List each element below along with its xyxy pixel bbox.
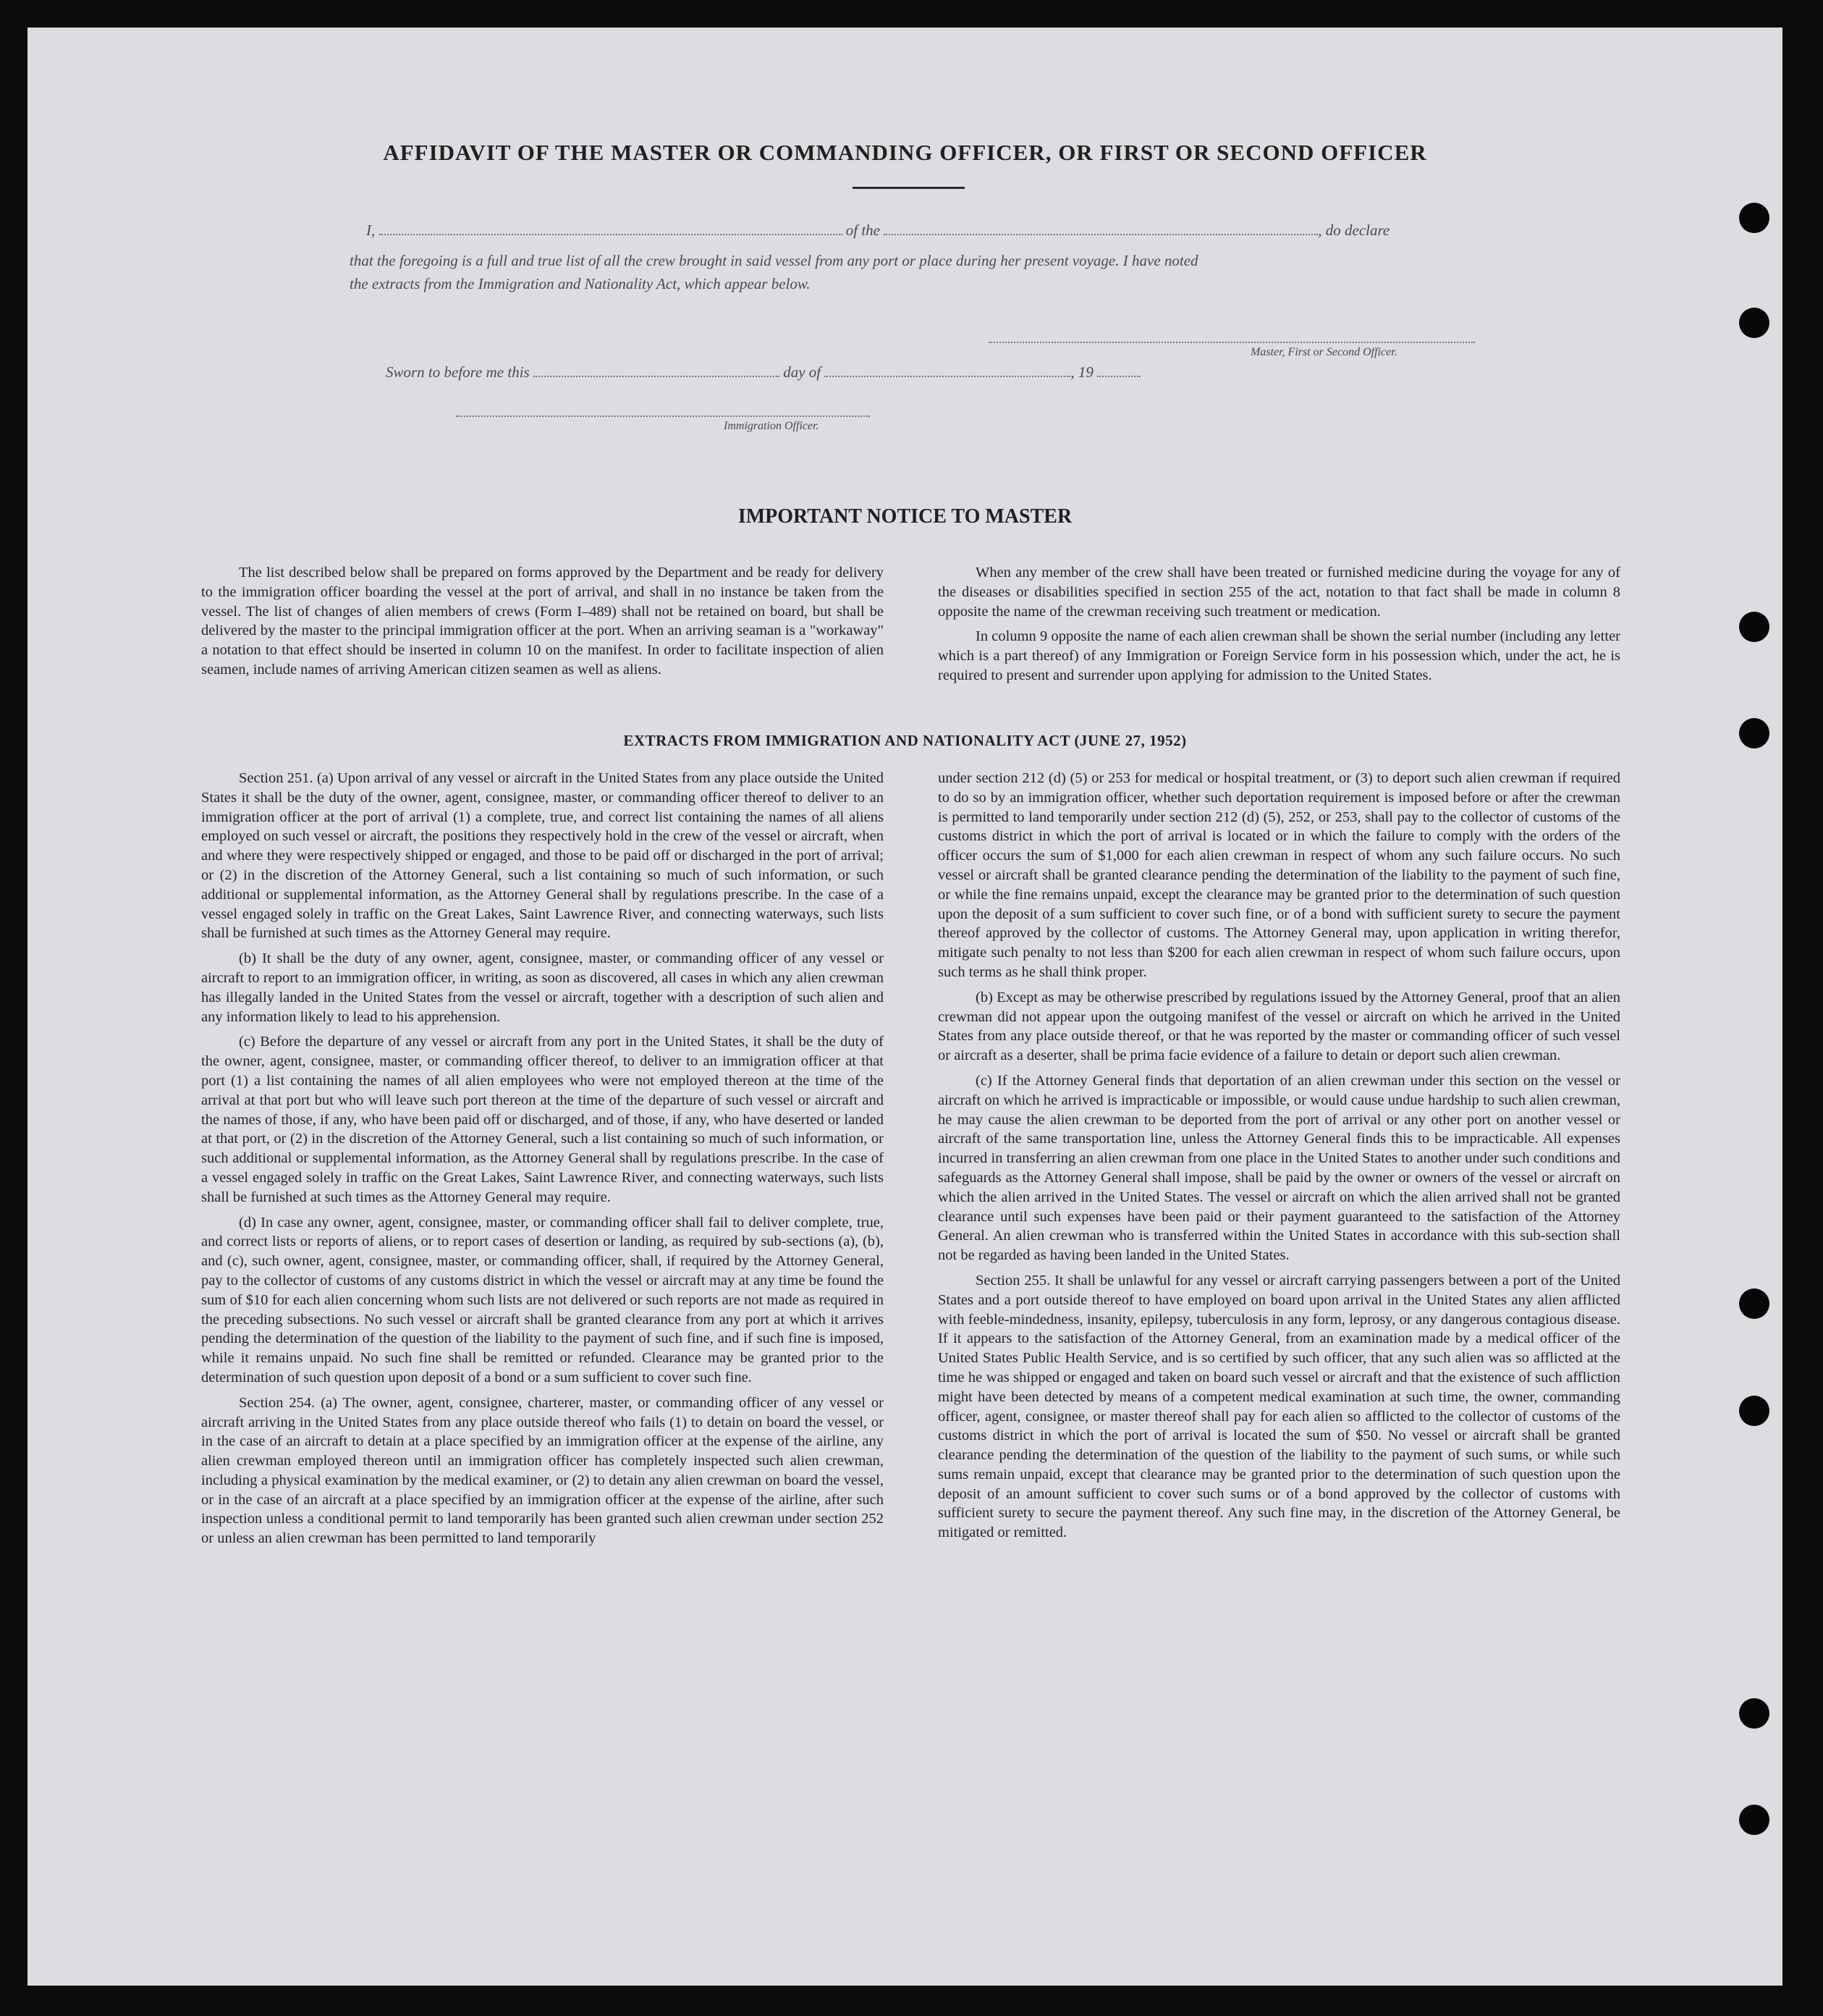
extract-paragraph: Section 254. (a) The owner, agent, consignee, charterer, master, or commanding officer of any vessel or aircraft arriving in the United States from any place outside thereof who fails (1) to detain on board the vessel, or in the case of an aircraft to detain at a place specified by an immigration officer at the expense of the airline, any alien crewman employed thereon until an immigration officer has completely inspected such alien crewman, including a physical examination by the medical examiner, or (2) to detain any alien crewman on board the vessel, or in the case of an aircraft at a place specified by an immigration officer at the expense of the airline, after such inspection unless a conditional permit to land temporarily has been granted such alien crewman under section 252 or unless an alien crewman has been permitted to land temporarily xyxy=(201,1394,884,1547)
declaration-line xyxy=(366,222,1390,240)
master-signature-line[interactable] xyxy=(989,342,1475,343)
affidavit-title: AFFIDAVIT OF THE MASTER OR COMMANDING OFFICER, OR FIRST OR SECOND OFFICER xyxy=(383,140,1427,165)
notice-paragraph: The list described below shall be prepared on forms approved by the Department and be ready for delivery to the immigration officer boarding the vessel at the port of arrival, and shall in no instance be taken from the vessel. The list of changes of alien members of crews (Form I–489) shall not be retained on board, but shall be delivered by the master to the principal immigration officer at the port. When an arriving seaman is a "workaway" a notation to that effect should be inserted in column 10 on the manifest. In order to facilitate inspection of alien seamen, include names of arriving American citizen seamen as well as aliens. xyxy=(201,565,884,678)
sworn-day-field[interactable] xyxy=(533,366,779,377)
year-label: , 19 xyxy=(1070,363,1094,381)
notice-paragraph: When any member of the crew shall have been treated or furnished medicine during the voyage for any of the diseases or disabilities specified in section 255 of the act, notation to that fact shall be made in column 8 opposite the name of the crewman receiving such treatment or medication. xyxy=(938,565,1620,620)
vessel-field[interactable] xyxy=(884,224,1318,235)
extract-paragraph: (c) If the Attorney General finds that deportation of an alien crewman under this section on the vessel or aircraft on which he arrived is impracticable or impossible, or would cause undue hardship to such alien crewman, he may cause the alien crewman to be deported from the port of arrival or any other port on another vessel or aircraft of the same transportation line, unless the Attorney General finds this to be impracticable. All expenses incurred in transferring an alien crewman from one place in the United States to another under such conditions and safeguards as the Attorney General shall impose, shall be paid by the owner or owners of the vessel or aircraft on which the alien arrived in the United States. The vessel or aircraft on which the alien arrived shall not be granted clearance until such expenses have been paid or their payment guaranteed to the satisfaction of the Attorney General. An alien crewman who is transferred within the United States in accordance with this sub-section shall not be regarded as having been landed in the United States. xyxy=(938,1072,1620,1264)
statement-line-1: that the foregoing is a full and true list of all the crew brought in said vessel from any port or place during her present voyage. I have noted xyxy=(350,252,1198,269)
extract-paragraph: under section 212 (d) (5) or 253 for medical or hospital treatment, or (3) to deport such alien crewman if required to do so by an immigration officer, whether such deportation requirement is imposed before or after the crewman is permitted to land temporarily under section 212 (d) (5), 252, or 253, shall pay to the collector of customs of the customs district in which the port of arrival is located or in which the failure to comply with the orders of the officer occurs the sum of $1,000 for each alien crewman in respect of whom any such failure occurs. No such vessel or aircraft shall be granted clearance pending the determination of the liability to the payment of such fine, or while the fine remains unpaid, except the clearance may be granted prior to the determination of such question upon the deposit of a sum sufficient to cover such fine, or of a bond with sufficient surety to secure the payment thereof approved by the collector of customs. The Attorney General may, upon application in writing therefor, mitigate such penalty to not less than $200 for each alien crewman in respect of whom such failure occurs, upon such terms as he shall think proper. xyxy=(938,770,1620,980)
notice-paragraph: In column 9 opposite the name of each alien crewman shall be shown the serial number (including any letter which is a part thereof) of any Immigration or Foreign Service form in his possession which, under the act, he is required to present and surrender upon applying for admission to the United States. xyxy=(938,628,1620,683)
extract-paragraph: Section 255. It shall be unlawful for any vessel or aircraft carrying passengers between a port of the United States and a port outside thereof to have employed on board upon arrival in the United States any alien afflicted with feeble-mindedness, insanity, epilepsy, tuberculosis in any form, leprosy, or any dangerous contagious disease. If it appears to the satisfaction of the Attorney General, from an examination made by a medical officer of the United States Public Health Service, and is so certified by such officer, that any such alien was so afflicted at the time he was shipped or engaged and taken on board such vessel or aircraft and that the existence of such affliction might have been detected by means of a competent medical examination at such time, the owner, commanding officer, agent, consignee, or master thereof shall pay for each alien so afflicted to the collector of customs of the customs district in which the port of arrival is located the sum of $50. No vessel or aircraft shall be granted clearance pending the determination of the question of the liability to the payment of such sums, or while such sums remain unpaid, except that clearance may be granted prior to the determination of such question upon the deposit of an amount sufficient to cover such sums or of a bond approved by the collector of customs with sufficient surety to secure the payment thereof. Any such fine may, in the discretion of the Attorney General, be mitigated or remitted. xyxy=(938,1272,1620,1541)
punch-hole xyxy=(1739,308,1769,338)
extracts-right-column xyxy=(938,769,1620,1548)
title-divider xyxy=(853,187,965,189)
notice-left-column xyxy=(201,563,884,686)
sworn-year-field[interactable] xyxy=(1097,366,1141,377)
statement-line-2: the extracts from the Immigration and Nationality Act, which appear below. xyxy=(350,275,811,292)
master-caption: Master, First or Second Officer. xyxy=(1251,346,1397,358)
punch-hole xyxy=(1739,203,1769,233)
i-label: I, xyxy=(366,222,376,239)
punch-hole xyxy=(1739,1396,1769,1426)
punch-hole xyxy=(1739,1289,1769,1319)
extract-paragraph: (c) Before the departure of any vessel or aircraft from any port in the United States, it shall be the duty of the owner, agent, consignee, master, or commanding officer thereof, to deliver to an immigration officer at that port (1) a list containing the names of all alien employees who were not employed thereon at the time of the arrival at that port but who will leave such port thereon at the time of the departure of such vessel or aircraft and the names of those, if any, who have been paid off or discharged, and of those, if any, who have deserted or landed at that port, or (2) in the discretion of the Attorney General, such a list containing so much of such information, or such additional or supplemental information, as the Attorney General shall by regulations prescribe. In the case of a vessel engaged solely in traffic on the Great Lakes, Saint Lawrence River, and connecting waterways, such lists shall be furnished at such times as the Attorney General may require. xyxy=(201,1034,884,1205)
extract-paragraph: (d) In case any owner, agent, consignee, master, or commanding officer shall fail to deliver complete, true, and correct lists or reports of aliens, or to report cases of desertion or landing, as required by sub-sections (a), (b), and (c), such owner, agent, consignee, master, or commanding officer, shall, if required by the Attorney General, pay to the collector of customs of any customs district in which the vessel or aircraft may at any time be found the sum of $10 for each alien concerning whom such lists are not delivered or such reports are not made as required in the preceding subsections. No such vessel or aircraft shall be granted clearance from any port at which it arrives pending the determination of the question of the liability to the payment of such fine, and if such fine is imposed, while it remains unpaid. No such fine shall be remitted or refunded. Clearance may be granted prior to the determination of such question upon deposit of a bond or a sum sufficient to cover such fine. xyxy=(201,1214,884,1386)
name-field[interactable] xyxy=(379,224,842,235)
punch-hole xyxy=(1739,1698,1769,1729)
notice-title: IMPORTANT NOTICE TO MASTER xyxy=(737,505,1073,528)
punch-hole xyxy=(1739,612,1769,642)
officer-signature-line[interactable] xyxy=(456,416,870,417)
extracts-title: EXTRACTS FROM IMMIGRATION AND NATIONALITY ACT (JUNE 27, 1952) xyxy=(623,732,1187,749)
of-the-label: of the xyxy=(845,222,880,239)
punch-hole xyxy=(1739,1805,1769,1835)
declare-label: , do declare xyxy=(1318,222,1390,239)
sworn-label: Sworn to before me this xyxy=(386,363,530,381)
sworn-line xyxy=(386,363,1141,381)
extracts-left-column xyxy=(201,769,884,1554)
day-of-label: day of xyxy=(783,363,821,381)
extract-paragraph: (b) It shall be the duty of any owner, agent, consignee, master, or commanding officer of any vessel or aircraft to report to an immigration officer, in writing, as soon as discovered, all cases in which any alien crewman has illegally landed in the United States from the vessel or aircraft, together with a description of such alien and any information likely to lead to his apprehension. xyxy=(201,950,884,1025)
extract-paragraph: Section 251. (a) Upon arrival of any vessel or aircraft in the United States from any place outside the United States it shall be the duty of the owner, agent, consignee, master, or commanding officer thereof to deliver to an immigration officer at the port of arrival (1) a complete, true, and correct list containing the names of all aliens employed on such vessel or aircraft, the positions they respectively hold in the crew of the vessel or aircraft, when and where they were respectively shipped or engaged, and those to be paid off or discharged in the port of arrival; or (2) in the discretion of the Attorney General, such a list containing so much of such information, or such additional or supplemental information, as the Attorney General shall by regulations prescribe. In the case of a vessel engaged solely in traffic on the Great Lakes, Saint Lawrence River, and connecting waterways, such lists shall be furnished at such times as the Attorney General may require. xyxy=(201,770,884,942)
officer-caption: Immigration Officer. xyxy=(724,420,819,432)
sworn-month-field[interactable] xyxy=(824,366,1070,377)
notice-right-column xyxy=(938,563,1620,691)
document-page xyxy=(28,28,1782,1986)
extract-paragraph: (b) Except as may be otherwise prescribed by regulations issued by the Attorney General, proof that an alien crewman did not appear upon the outgoing manifest of the vessel or aircraft on which he arrived in the United States from any place outside thereof, or that he was reported by the master or commanding officer of such vessel or aircraft as a deserter, shall be prima facie evidence of a failure to detain or deport such alien crewman. xyxy=(938,989,1620,1064)
